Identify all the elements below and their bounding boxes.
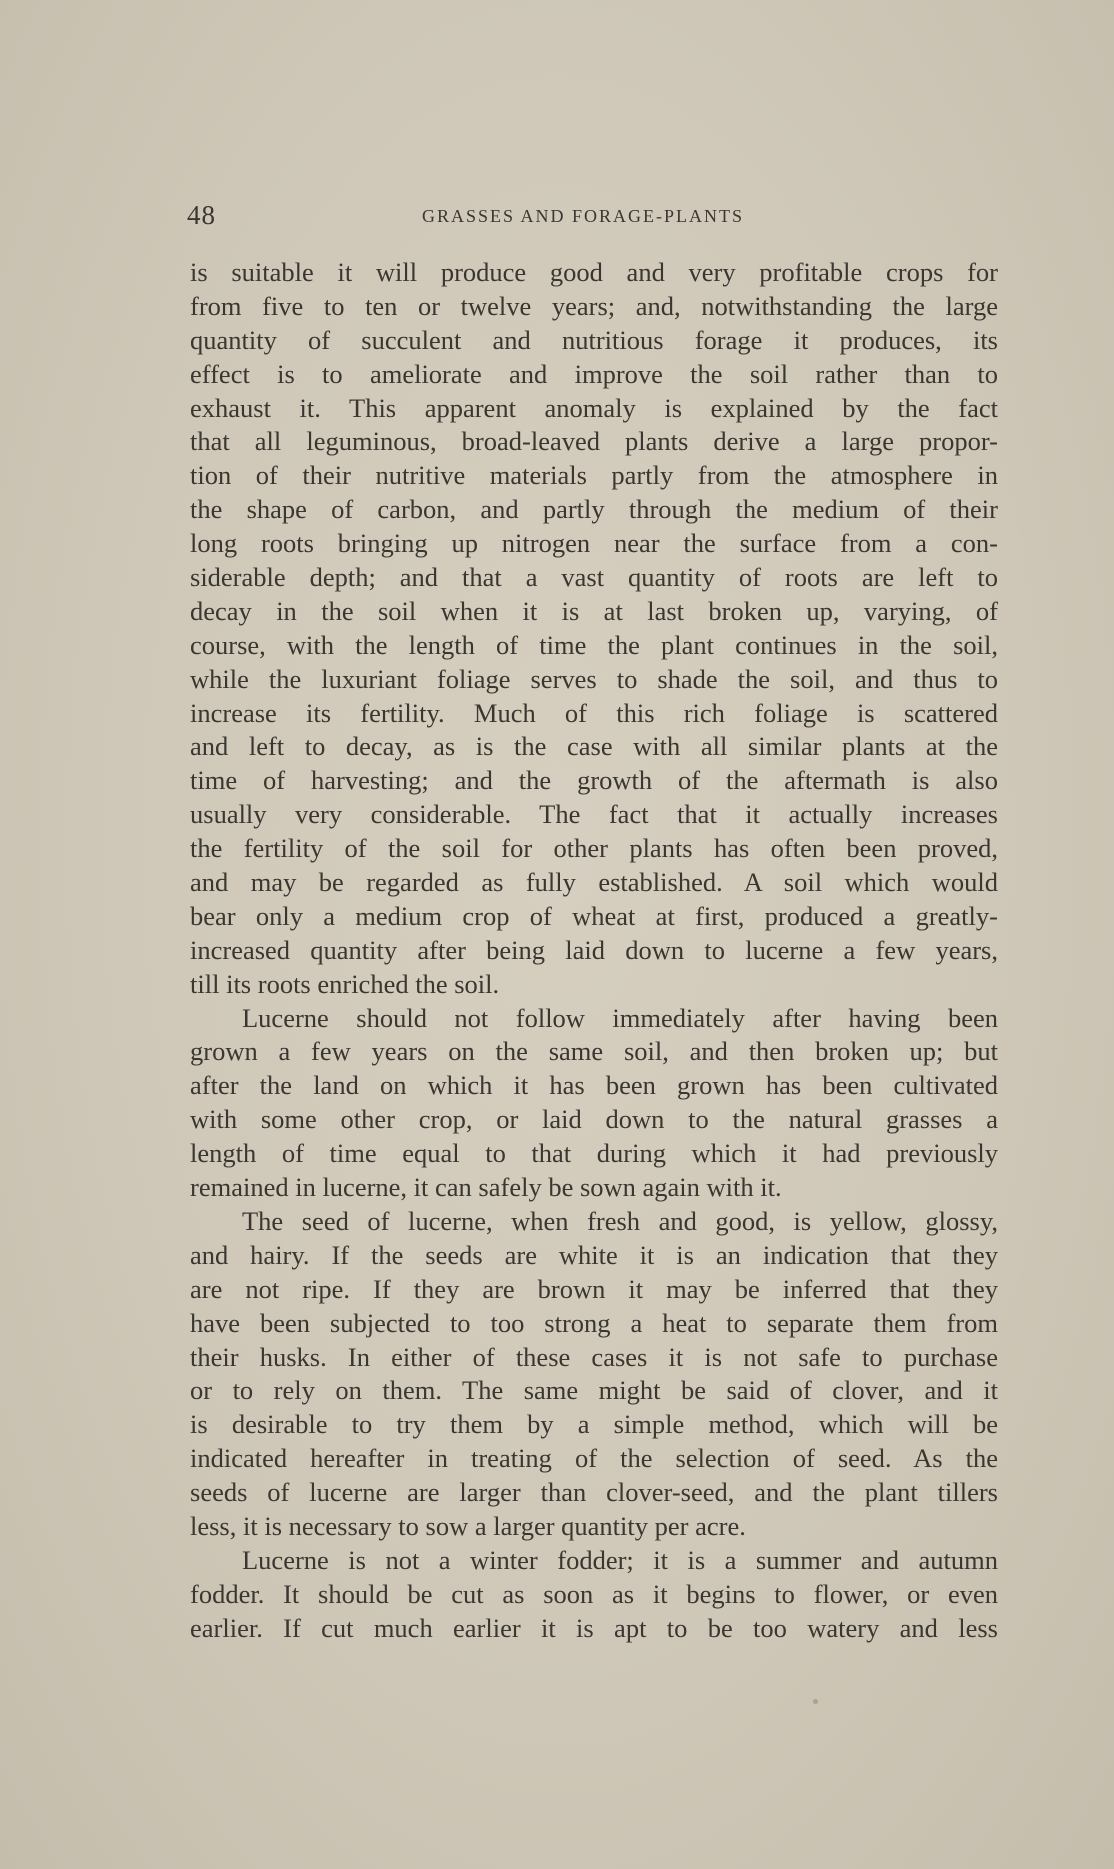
text-line: increased quantity after being laid down to lucerne a few years, [190, 934, 998, 965]
paper-speck [813, 1699, 818, 1704]
text-line: increase its fertility. Much of this rich foliage is scattered [190, 697, 998, 728]
text-line: indicated hereafter in treating of the selection of seed. As the [190, 1443, 998, 1474]
text-line: that all leguminous, broad-leaved plants derive a large propor- [190, 426, 998, 457]
running-head: GRASSES AND FORAGE-PLANTS [422, 206, 745, 226]
text-line: earlier. If cut much earlier it is apt to be too watery and less [190, 1612, 998, 1643]
text-line: grown a few years on the same soil, and then broken up; but [190, 1036, 998, 1067]
text-line: is suitable it will produce good and very profitable crops for [190, 257, 998, 287]
page-number: 48 [187, 200, 216, 230]
text-line: is desirable to try them by a simple method, which will be [190, 1409, 998, 1440]
text-line: from five to ten or twelve years; and, notwithstanding the large [190, 290, 998, 321]
text-line: till its roots enriched the soil. [190, 968, 500, 999]
text-line: Lucerne is not a winter fodder; it is a summer and autumn [242, 1544, 998, 1575]
text-line: effect is to ameliorate and improve the soil rather than to [190, 358, 998, 389]
text-line: remained in lucerne, it can safely be sown again with it. [190, 1172, 782, 1203]
text-line: exhaust it. This apparent anomaly is explained by the fact [190, 392, 998, 423]
text-line: The seed of lucerne, when fresh and good, is yellow, glossy, [242, 1205, 998, 1236]
text-line: fodder. It should be cut as soon as it begins to flower, or even [190, 1578, 998, 1609]
text-line: bear only a medium crop of wheat at first, produced a greatly- [190, 900, 998, 931]
text-line: siderable depth; and that a vast quantity of roots are left to [190, 562, 998, 593]
text-line: their husks. In either of these cases it is not safe to purchase [190, 1341, 998, 1372]
text-line: the shape of carbon, and partly through the medium of their [190, 494, 998, 525]
text-line: with some other crop, or laid down to the natural grasses a [190, 1104, 998, 1135]
text-line: tion of their nutritive materials partly from the atmosphere in [190, 460, 998, 491]
text-line: or to rely on them. The same might be said of clover, and it [190, 1375, 998, 1406]
text-line: decay in the soil when it is at last broken up, varying, of [190, 595, 998, 626]
text-line: time of harvesting; and the growth of the aftermath is also [190, 765, 998, 796]
text-line: have been subjected to too strong a heat to separate them from [190, 1307, 998, 1338]
text-line: and left to decay, as is the case with all similar plants at the [190, 731, 998, 762]
text-line: after the land on which it has been grown has been cultivated [190, 1070, 998, 1101]
page-header [187, 200, 997, 234]
text-line: seeds of lucerne are larger than clover-seed, and the plant tillers [190, 1477, 998, 1508]
body-text [190, 256, 998, 1646]
text-line: length of time equal to that during which it had previously [190, 1138, 998, 1169]
text-line: less, it is necessary to sow a larger quantity per acre. [190, 1510, 746, 1541]
text-line: are not ripe. If they are brown it may be inferred that they [190, 1273, 998, 1304]
text-line: and may be regarded as fully established. A soil which would [190, 867, 998, 898]
text-line: and hairy. If the seeds are white it is an indication that they [190, 1239, 998, 1270]
text-line: long roots bringing up nitrogen near the surface from a con- [190, 528, 998, 559]
text-line: Lucerne should not follow immediately after having been [242, 1002, 998, 1033]
text-line: course, with the length of time the plant continues in the soil, [190, 629, 998, 660]
text-line: the fertility of the soil for other plants has often been proved, [190, 833, 998, 864]
text-line: usually very considerable. The fact that it actually increases [190, 799, 998, 830]
text-line: quantity of succulent and nutritious forage it produces, its [190, 324, 998, 355]
text-line: while the luxuriant foliage serves to shade the soil, and thus to [190, 663, 998, 694]
